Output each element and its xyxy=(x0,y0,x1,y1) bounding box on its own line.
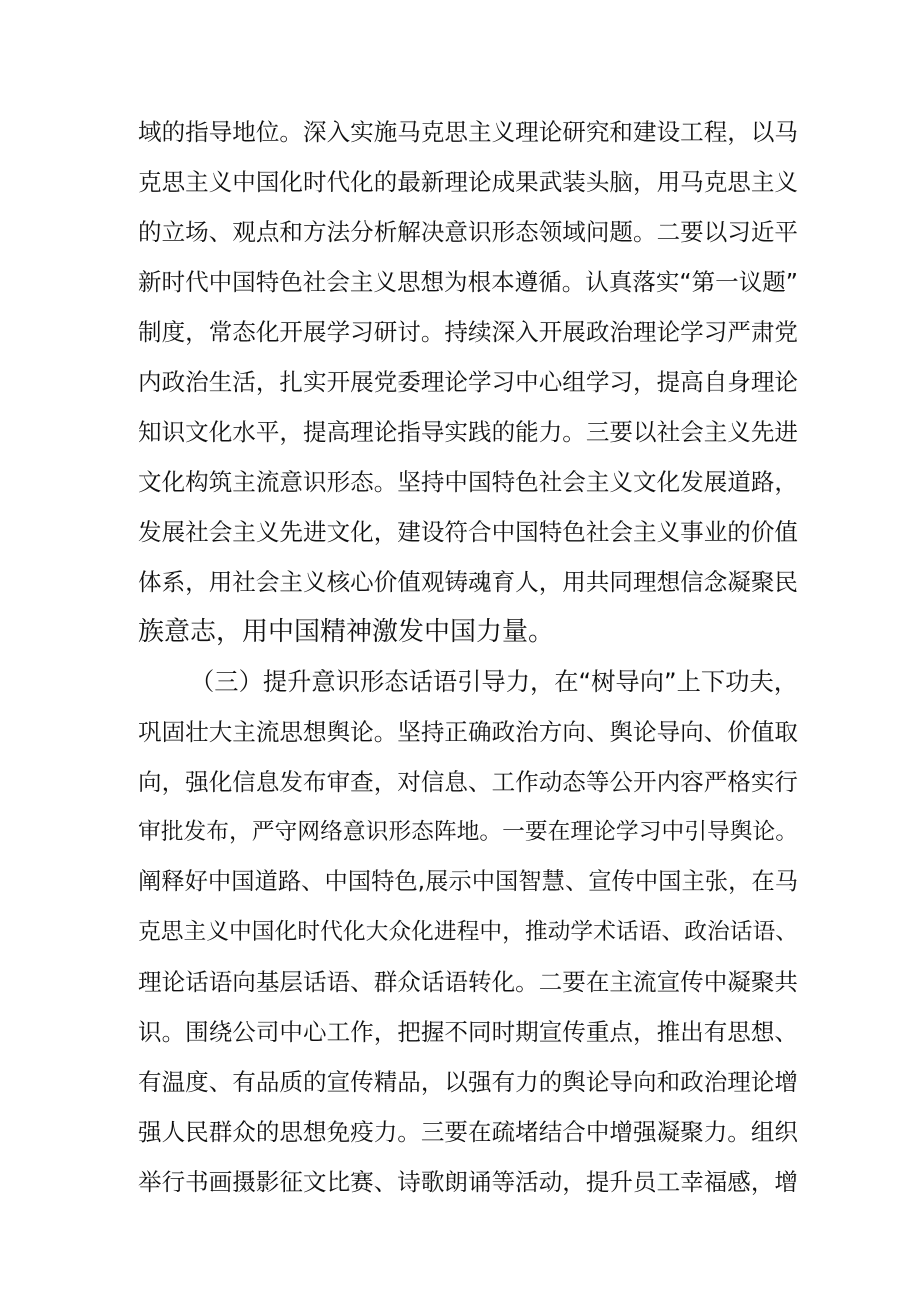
text-line: 举行书画摄影征文比赛、诗歌朗诵等活动，提升员工幸福感，增 xyxy=(138,1168,798,1196)
text-line: 克思主义中国化时代化的最新理论成果武装头脑，用马克思主义 xyxy=(138,168,798,196)
text-line: （三）提升意识形态话语引导力，在“树导向”上下功夫， xyxy=(190,667,798,696)
text-line: 有温度、有品质的宣传精品，以强有力的舆论导向和政治理论增 xyxy=(138,1068,798,1096)
text-line: 发展社会主义先进文化，建设符合中国特色社会主义事业的价值 xyxy=(138,518,798,546)
text-line: 制度，常态化开展学习研讨。持续深入开展政治理论学习严肃党 xyxy=(138,318,798,346)
text-line: 域的指导地位。深入实施马克思主义理论研究和建设工程，以马 xyxy=(138,118,798,146)
text-line: 识。围绕公司中心工作，把握不同时期宣传重点，推出有思想、 xyxy=(138,1018,798,1046)
text-line: 文化构筑主流意识形态。坚持中国特色社会主义文化发展道路， xyxy=(138,468,798,496)
body-text xyxy=(138,107,798,1207)
text-line: 向，强化信息发布审查，对信息、工作动态等公开内容严格实行 xyxy=(138,768,798,796)
text-line: 体系，用社会主义核心价值观铸魂育人，用共同理想信念凝聚民 xyxy=(138,568,798,596)
text-line: 阐释好中国道路、中国特色,展示中国智慧、宣传中国主张，在马 xyxy=(138,868,798,895)
text-line: 族意志，用中国精神激发中国力量。 xyxy=(138,617,555,647)
text-line: 理论话语向基层话语、群众话语转化。二要在主流宣传中凝聚共 xyxy=(138,968,798,996)
text-line: 新时代中国特色社会主义思想为根本遵循。认真落实“第一议题” xyxy=(138,268,798,296)
text-line: 强人民群众的思想免疫力。三要在疏堵结合中增强凝聚力。组织 xyxy=(138,1118,798,1146)
text-line: 内政治生活，扎实开展党委理论学习中心组学习，提高自身理论 xyxy=(138,368,798,396)
text-line: 巩固壮大主流思想舆论。坚持正确政治方向、舆论导向、价值取 xyxy=(138,718,798,746)
text-line: 的立场、观点和方法分析解决意识形态领域问题。二要以习近平 xyxy=(138,218,798,246)
text-line: 克思主义中国化时代化大众化进程中，推动学术话语、政治话语、 xyxy=(138,919,798,945)
text-line: 知识文化水平，提高理论指导实践的能力。三要以社会主义先进 xyxy=(138,418,798,446)
text-line: 审批发布，严守网络意识形态阵地。一要在理论学习中引导舆论。 xyxy=(138,819,798,845)
